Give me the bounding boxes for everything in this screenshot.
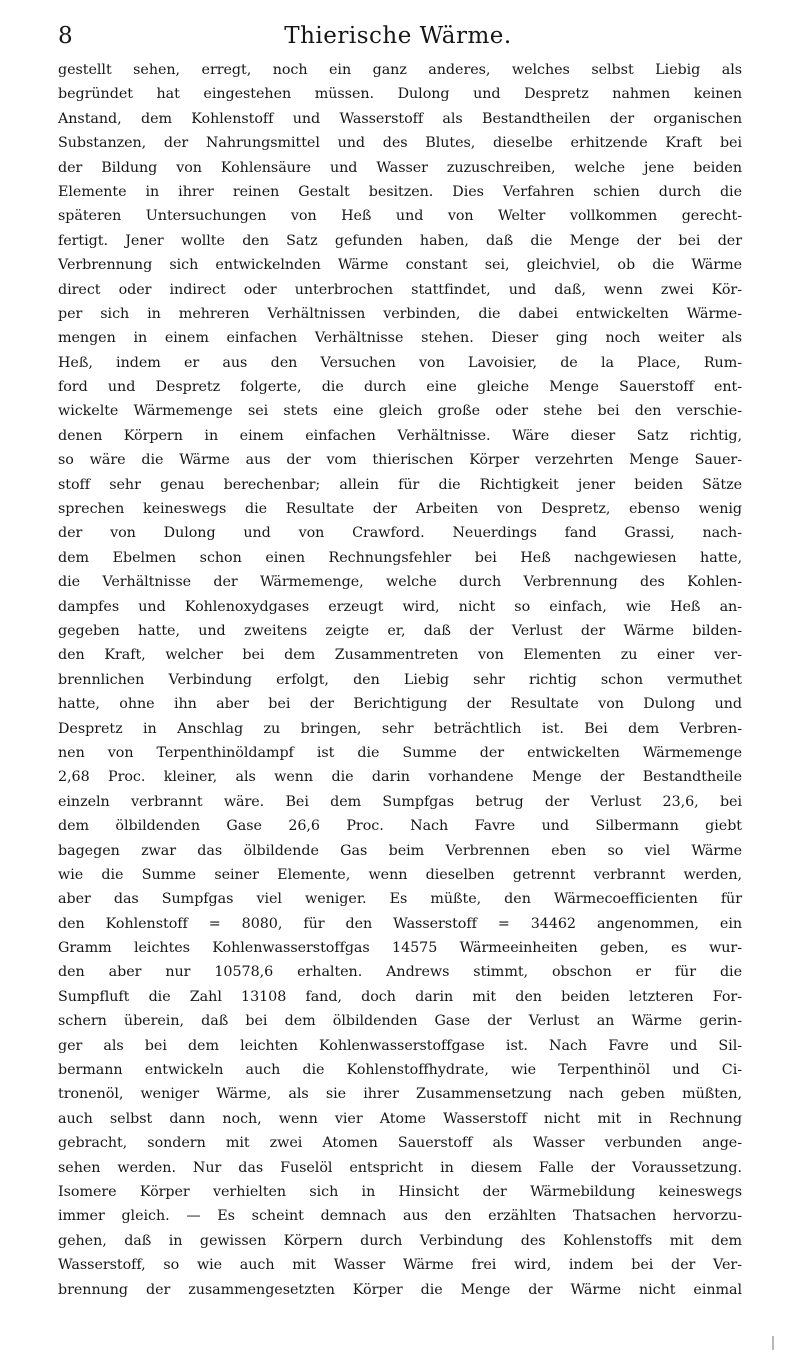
text-line: Sumpfluft die Zahl 13108 fand, doch darin mit den beiden letzteren For-	[58, 988, 742, 1005]
margin-mark	[772, 1336, 774, 1350]
text-line: brennung der zusammengesetzten Körper die Menge der Wärme nicht einmal	[58, 1281, 742, 1298]
text-line: Verbrennung sich entwickelnden Wärme constant sei, gleichviel, ob die Wärme	[58, 257, 742, 274]
text-line: gehen, daß in gewissen Körpern durch Verbindung des Kohlenstoffs mit dem	[58, 1232, 742, 1249]
text-line: aber das Sumpfgas viel weniger. Es müßte, den Wärmecoefficienten für	[58, 891, 742, 908]
text-line: Wasserstoff, so wie auch mit Wasser Wärme frei wird, indem bei der Ver-	[58, 1257, 742, 1274]
text-line: Elemente in ihrer reinen Gestalt besitzen. Dies Verfahren schien durch die	[58, 183, 742, 200]
text-line: die Verhältnisse der Wärmemenge, welche durch Verbrennung des Kohlen-	[58, 574, 742, 591]
text-line: bagegen zwar das ölbildende Gas beim Verbrennen eben so viel Wärme	[58, 842, 742, 859]
text-line: wickelte Wärmemenge sei stets eine gleich große oder stehe bei den verschie-	[58, 403, 742, 420]
text-line: dem Ebelmen schon einen Rechnungsfehler bei Heß nachgewiesen hatte,	[58, 549, 742, 566]
text-line: dem ölbildenden Gase 26,6 Proc. Nach Favre und Silbermann giebt	[58, 818, 742, 835]
text-line: direct oder indirect oder unterbrochen stattfindet, und daß, wenn zwei Kör-	[58, 281, 742, 298]
text-line: den Kohlenstoff = 8080, für den Wasserstoff = 34462 angenommen, ein	[58, 915, 742, 932]
text-line: sehen werden. Nur das Fuselöl entspricht in diesem Falle der Voraussetzung.	[58, 1159, 742, 1176]
text-line: gestellt sehen, erregt, noch ein ganz anderes, welches selbst Liebig als	[58, 62, 742, 78]
text-line: fertigt. Jener wollte den Satz gefunden haben, daß die Menge der bei der	[58, 232, 742, 249]
text-line: sprechen keineswegs die Resultate der Arbeiten von Despretz, ebenso wenig	[58, 501, 742, 518]
text-line: Anstand, dem Kohlenstoff und Wasserstoff als Bestandtheilen der organischen	[58, 110, 742, 127]
text-line: der von Dulong und von Crawford. Neuerdings fand Grassi, nach-	[58, 525, 742, 542]
text-line: so wäre die Wärme aus der vom thierischen Körper verzehrten Menge Sauer-	[58, 452, 742, 469]
text-line: wie die Summe seiner Elemente, wenn dieselben getrennt verbrannt werden,	[58, 866, 742, 883]
text-line: den Kraft, welcher bei dem Zusammentreten von Elementen zu einer ver-	[58, 647, 742, 664]
text-line: denen Körpern in einem einfachen Verhältnisse. Wäre dieser Satz richtig,	[58, 427, 742, 444]
text-line: gegeben hatte, und zweitens zeigte er, daß der Verlust der Wärme bilden-	[58, 622, 742, 639]
text-line: der Bildung von Kohlensäure und Wasser zuzuschreiben, welche jene beiden	[58, 159, 742, 176]
text-line: nen von Terpenthinöldampf ist die Summe der entwickelten Wärmemenge	[58, 744, 742, 761]
text-line: ford und Despretz folgerte, die durch eine gleiche Menge Sauerstoff ent-	[58, 379, 742, 396]
text-line: tronenöl, weniger Wärme, als sie ihrer Zusammensetzung nach geben müßten,	[58, 1086, 742, 1103]
text-line: bermann entwickeln auch die Kohlenstoffhydrate, wie Terpenthinöl und Ci-	[58, 1062, 742, 1079]
text-line: den aber nur 10578,6 erhalten. Andrews stimmt, obschon er für die	[58, 964, 742, 981]
text-line: auch selbst dann noch, wenn vier Atome Wasserstoff nicht mit in Rechnung	[58, 1110, 742, 1127]
text-line: begründet hat eingestehen müssen. Dulong und Despretz nahmen keinen	[58, 86, 742, 103]
text-line: per sich in mehreren Verhältnissen verbinden, die dabei entwickelten Wärme-	[58, 305, 742, 322]
page-number: 8	[58, 23, 73, 49]
text-line: 2,68 Proc. kleiner, als wenn die darin vorhandene Menge der Bestandtheile	[58, 769, 742, 786]
text-line: ger als bei dem leichten Kohlenwasserstoffgase ist. Nach Favre und Sil-	[58, 1037, 742, 1054]
text-line: Despretz in Anschlag zu bringen, sehr beträchtlich ist. Bei dem Verbren-	[58, 720, 742, 737]
text-line: immer gleich. — Es scheint demnach aus den erzählten Thatsachen hervorzu-	[58, 1208, 742, 1225]
text-line: hatte, ohne ihn aber bei der Berichtigung der Resultate von Dulong und	[58, 696, 742, 713]
text-line: einzeln verbrannt wäre. Bei dem Sumpfgas betrug der Verlust 23,6, bei	[58, 793, 742, 810]
text-line: mengen in einem einfachen Verhältnisse stehen. Dieser ging noch weiter als	[58, 330, 742, 347]
text-line: dampfes und Kohlenoxydgases erzeugt wird, nicht so einfach, wie Heß an-	[58, 598, 742, 615]
text-line: Substanzen, der Nahrungsmittel und des Blutes, dieselbe erhitzende Kraft bei	[58, 135, 742, 152]
text-line: Heß, indem er aus den Versuchen von Lavoisier, de la Place, Rum-	[58, 354, 742, 371]
page-header	[58, 20, 738, 54]
text-line: gebracht, sondern mit zwei Atomen Sauerstoff als Wasser verbunden ange-	[58, 1135, 742, 1152]
text-line: stoff sehr genau berechenbar; allein für die Richtigkeit jener beiden Sätze	[58, 476, 742, 493]
text-line: brennlichen Verbindung erfolgt, den Liebig sehr richtig schon vermuthet	[58, 671, 742, 688]
text-line: schern überein, daß bei dem ölbildenden Gase der Verlust an Wärme gerin-	[58, 1013, 742, 1030]
text-line: späteren Untersuchungen von Heß und von Welter vollkommen gerecht-	[58, 208, 742, 225]
running-title: Thierische Wärme.	[284, 23, 512, 49]
text-line: Isomere Körper verhielten sich in Hinsicht der Wärmebildung keineswegs	[58, 1183, 742, 1200]
text-line: Gramm leichtes Kohlenwasserstoffgas 14575 Wärmeeinheiten geben, es wur-	[58, 940, 742, 957]
body-text	[58, 58, 742, 1302]
